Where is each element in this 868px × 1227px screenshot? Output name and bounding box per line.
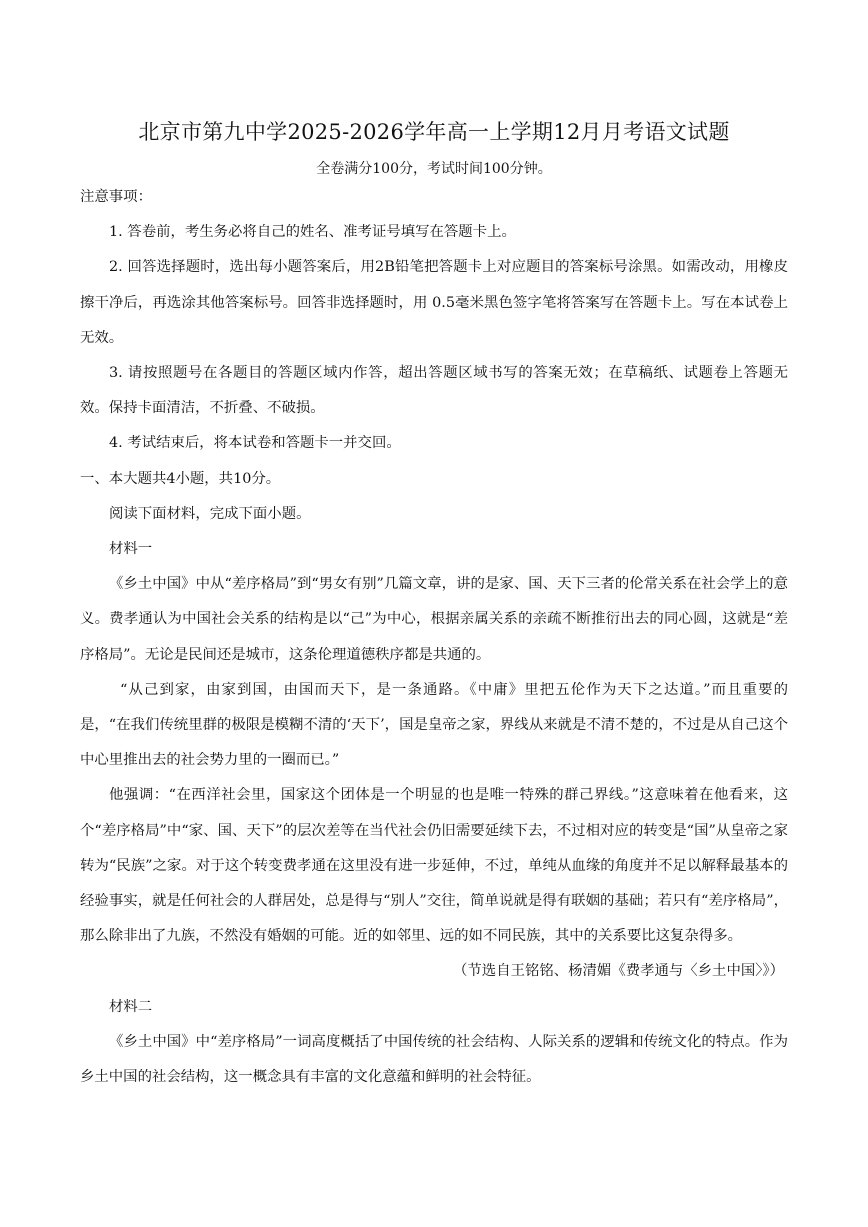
notice-item-4: 4. 考试结束后，将本试卷和答题卡一并交回。 [109, 435, 401, 452]
material1-source: （节选自王铭铭、杨清媚《费孝通与〈乡土中国〉》） [453, 963, 784, 980]
notice-heading: 注意事项： [80, 189, 152, 205]
material2-paragraph-1: 《乡土中国》中“差序格局”一词高度概括了中国传统的社会结构、人际关系的逻辑和传统文化的特点。作为乡土中国的社会结构，这一概念具有丰富的文化意蕴和鲜明的社会特征。 [80, 1033, 788, 1086]
page-title: 北京市第九中学2025-2026学年高一上学期12月月考语文试题 [138, 120, 730, 144]
material1-paragraph-3: 他强调：“在西洋社会里，国家这个团体是一个明显的也是唯一特殊的群己界线。”这意味着在他看来，这个“差序格局”中“家、国、天下”的层次差等在当代社会仍旧需要延续下去，不过相对应的转变是“国”从皇帝之家转为“民族”之家。对于这个转变费孝通在这里没有进一步延伸，不过，单纯从血缘的角度并不足以解释最基本的经验事实，就是任何社会的人群居处，总是得与“别人”交往，简单说就是得有联姻的基础；若只有“差序格局”，那么除非出了九族，不然没有婚姻的可能。近的如邻里、远的如不同民族，其中的关系要比这复杂得多。 [80, 787, 788, 945]
material1-paragraph-1: 《乡土中国》中从“差序格局”到“男女有别”几篇文章，讲的是家、国、天下三者的伦常关系在社会学上的意义。费孝通认为中国社会关系的结构是以“己”为中心，根据亲属关系的亲疏不断推衍出去的同心圆，这就是“差序格局”。无论是民间还是城市，这条伦理道德秩序都是共通的。 [80, 576, 788, 663]
section-instruction: 阅读下面材料，完成下面小题。 [109, 505, 311, 522]
material2-label: 材料二 [109, 998, 153, 1015]
section-heading: 一、本大题共4小题，共10分。 [80, 470, 281, 487]
notice-item-1: 1. 答卷前，考生务必将自己的姓名、准考证号填写在答题卡上。 [109, 224, 516, 241]
material1-paragraph-2: “从己到家，由家到国，由国而天下，是一条通路。《中庸》里把五伦作为天下之达道。”而且重要的是，“在我们传统里群的极限是模糊不清的‘天下’，国是皇帝之家，界线从来就是不清不楚的，不过是从自己这个中心里推出去的社会势力里的一圈而已。” [80, 681, 788, 769]
notice-item-3: 3. 请按照题号在各题目的答题区域内作答，超出答题区域书写的答案无效；在草稿纸、试题卷上答题无效。保持卡面清洁，不折叠、不破损。 [80, 365, 788, 417]
document-body [80, 180, 788, 1095]
material1-label: 材料一 [109, 541, 153, 558]
notice-item-2: 2. 回答选择题时，选出每小题答案后，用2B铅笔把答题卡上对应题目的答案标号涂黑。如需改动，用橡皮擦干净后，再选涂其他答案标号。回答非选择题时，用 0.5毫米黑色签字笔将答案写在答题卡上。写在本试卷上无效。 [80, 259, 788, 346]
exam-info-subtitle: 全卷满分100分，考试时间100分钟。 [316, 161, 552, 177]
